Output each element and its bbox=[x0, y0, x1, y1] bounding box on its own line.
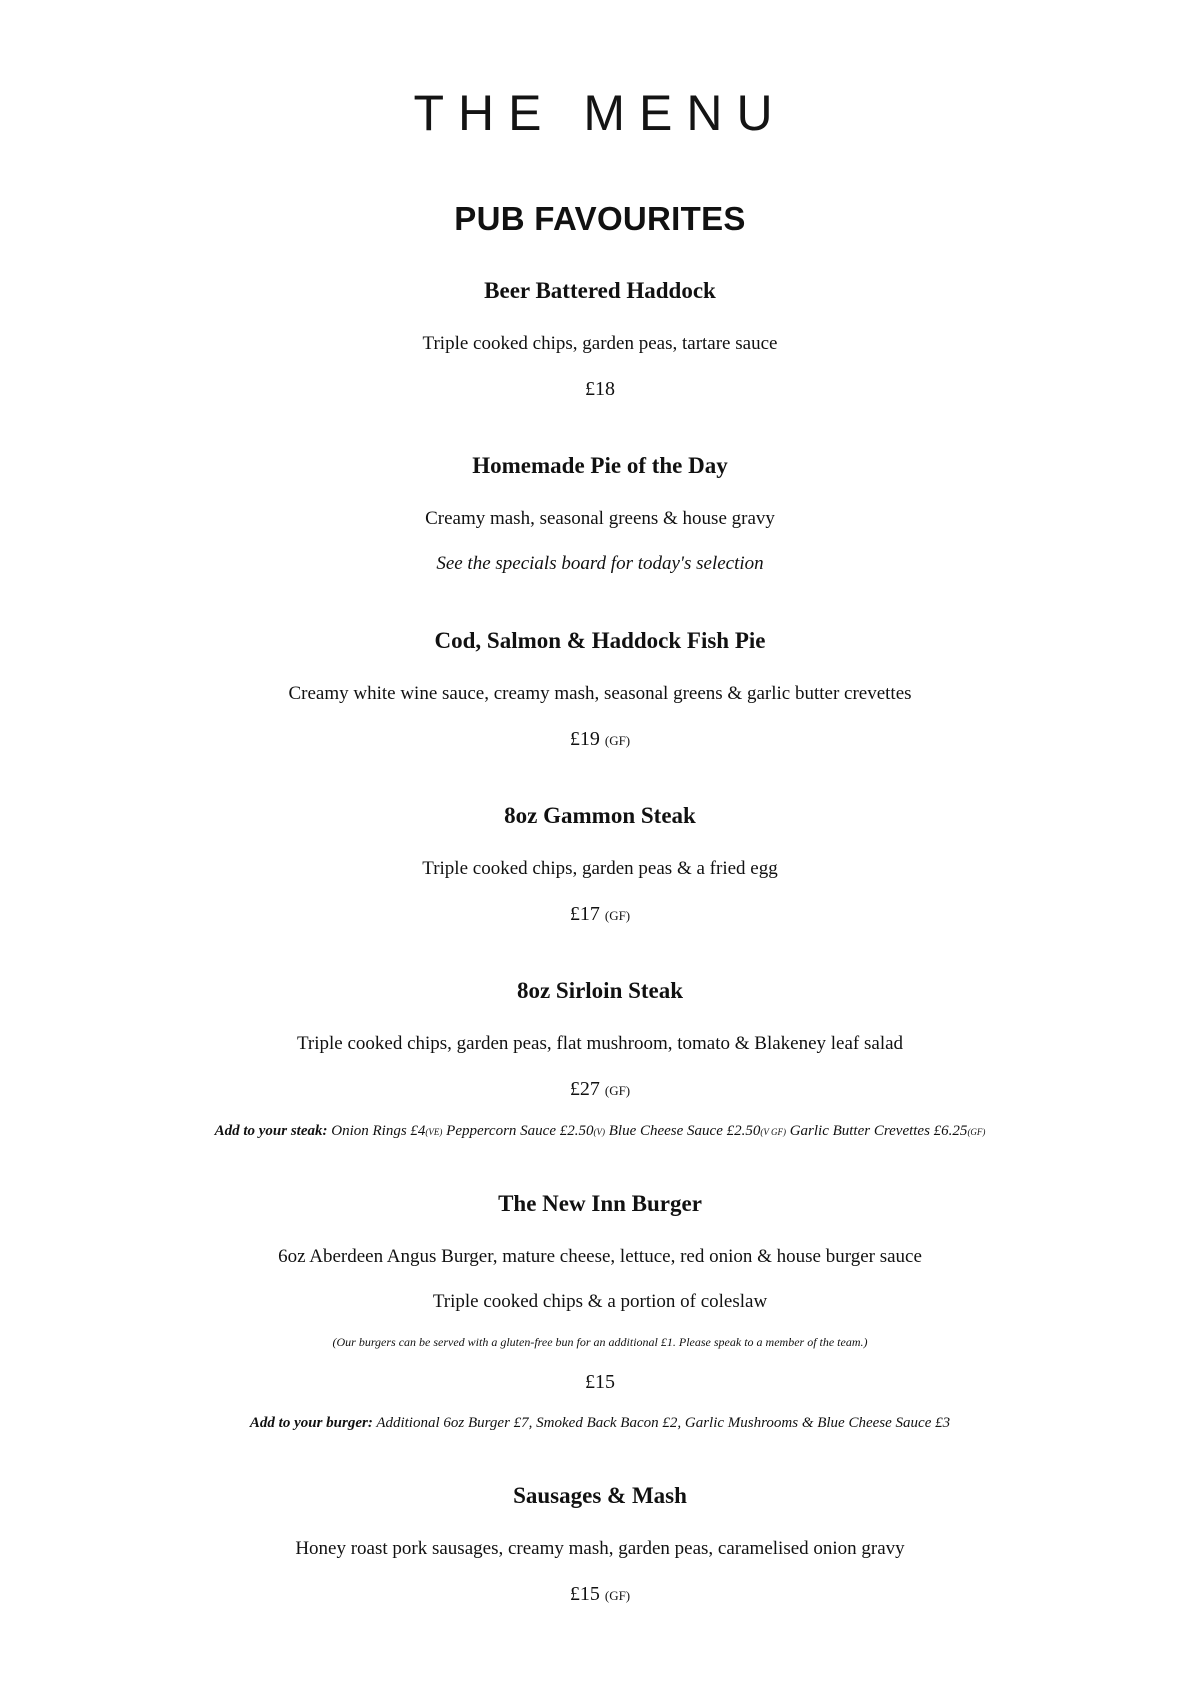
dietary-tag: (GF) bbox=[604, 1588, 631, 1603]
section-title: PUB FAVOURITES bbox=[454, 200, 746, 237]
dish-note: See the specials board for today's selection bbox=[436, 553, 764, 574]
dietary-tag: (VE) bbox=[425, 1127, 443, 1137]
dish-price bbox=[0, 904, 1200, 924]
dish-price bbox=[0, 379, 1200, 399]
price-value: £15 bbox=[585, 1371, 615, 1393]
dish-description: Triple cooked chips, garden peas, flat mushroom, tomato & Blakeney leaf salad bbox=[296, 1033, 904, 1054]
dish-name: 8oz Gammon Steak bbox=[504, 803, 696, 828]
dietary-tag: (GF) bbox=[967, 1127, 986, 1137]
dietary-tag: (V GF) bbox=[760, 1127, 786, 1137]
dish-price bbox=[0, 1584, 1200, 1604]
price-value: £27 bbox=[569, 1078, 600, 1100]
dish-name: Homemade Pie of the Day bbox=[472, 453, 728, 478]
dish-name: 8oz Sirloin Steak bbox=[516, 978, 684, 1003]
dish-description: Creamy mash, seasonal greens & house gravy bbox=[425, 508, 775, 529]
price-value: £15 bbox=[569, 1583, 600, 1605]
price-value: £19 bbox=[569, 728, 600, 750]
dish-description-extra: Triple cooked chips & a portion of coleslaw bbox=[432, 1291, 768, 1312]
addon-item: Garlic Butter Crevettes £6.25 bbox=[789, 1123, 968, 1139]
price-value: £17 bbox=[569, 903, 600, 925]
addon-text: Additional 6oz Burger £7, Smoked Back Bacon £2, Garlic Mushrooms & Blue Cheese Sauce £3 bbox=[376, 1415, 951, 1431]
steak-addons bbox=[0, 1124, 1200, 1139]
dietary-tag: (GF) bbox=[604, 1083, 631, 1098]
burger-addons bbox=[0, 1416, 1200, 1431]
page-title: THE MENU bbox=[413, 85, 787, 141]
dish-name: Beer Battered Haddock bbox=[484, 278, 716, 303]
dish-price bbox=[0, 729, 1200, 749]
dish-name: Cod, Salmon & Haddock Fish Pie bbox=[434, 628, 766, 653]
price-value: £18 bbox=[585, 378, 615, 400]
dish-description: Honey roast pork sausages, creamy mash, garden peas, caramelised onion gravy bbox=[295, 1538, 905, 1559]
dietary-tag: (GF) bbox=[604, 733, 631, 748]
dish-description: Creamy white wine sauce, creamy mash, seasonal greens & garlic butter crevettes bbox=[288, 683, 912, 704]
dietary-tag: (V) bbox=[593, 1127, 605, 1137]
dish-name: Sausages & Mash bbox=[513, 1483, 687, 1508]
dish-description: Triple cooked chips, garden peas & a fried egg bbox=[422, 858, 778, 879]
addon-label: Add to your burger: bbox=[249, 1415, 373, 1431]
dish-note: (Our burgers can be served with a gluten-free bun for an additional £1. Please speak to a member of the team.) bbox=[332, 1335, 868, 1349]
dish-price bbox=[0, 1372, 1200, 1392]
addon-item: Onion Rings £4 bbox=[331, 1123, 426, 1139]
dish-name: The New Inn Burger bbox=[498, 1191, 702, 1216]
dish-description: Triple cooked chips, garden peas, tartare sauce bbox=[422, 333, 778, 354]
dish-price bbox=[0, 1079, 1200, 1099]
addon-item: Peppercorn Sauce £2.50 bbox=[446, 1123, 594, 1139]
addon-label: Add to your steak: bbox=[214, 1123, 328, 1139]
addon-item: Blue Cheese Sauce £2.50 bbox=[608, 1123, 761, 1139]
dish-description: 6oz Aberdeen Angus Burger, mature cheese, lettuce, red onion & house burger sauce bbox=[278, 1246, 922, 1267]
dietary-tag: (GF) bbox=[604, 908, 631, 923]
